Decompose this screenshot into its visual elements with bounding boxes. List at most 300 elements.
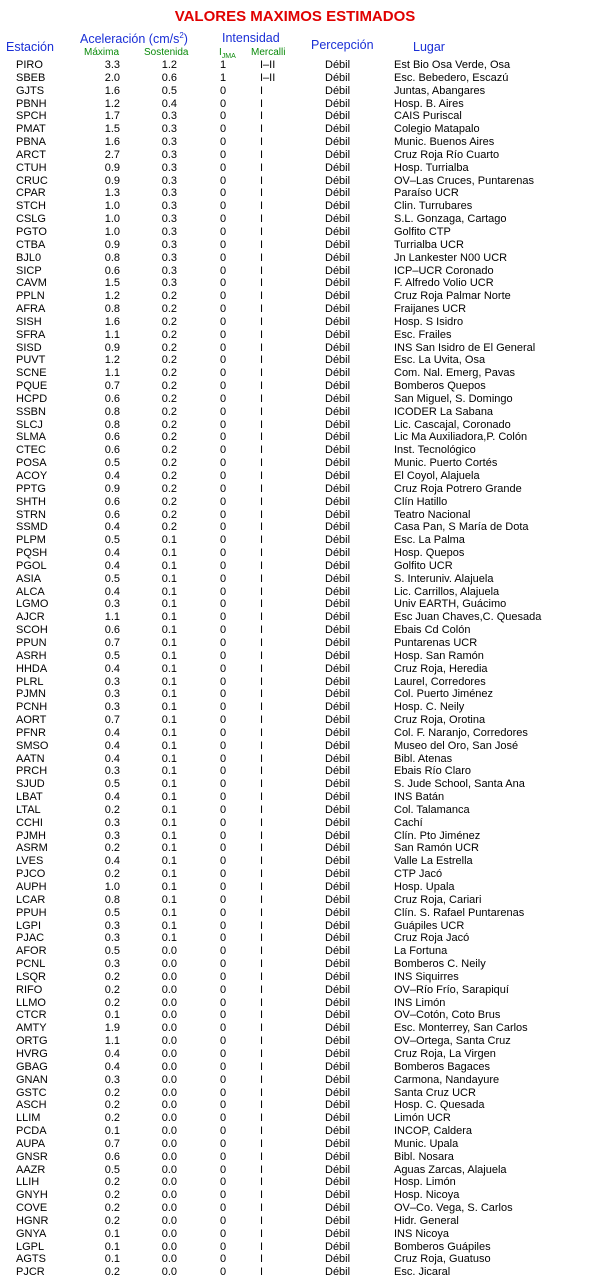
accel-max: 0.6 xyxy=(104,431,120,444)
accel-sostenida: 0.1 xyxy=(161,893,177,906)
intensity-mercalli: I xyxy=(260,508,264,521)
accel-max: 0.7 xyxy=(104,636,120,649)
intensity-jma: 0 xyxy=(219,970,227,983)
table-row xyxy=(0,791,590,804)
accel-max: 0.4 xyxy=(104,470,120,482)
intensity-mercalli: I xyxy=(260,958,264,971)
perception: Débil xyxy=(325,1253,351,1266)
perception: Débil xyxy=(325,1009,351,1022)
accel-sostenida: 0.1 xyxy=(161,855,177,868)
accel-max: 2.0 xyxy=(104,71,120,84)
accel-sostenida: 0.1 xyxy=(161,624,177,637)
place: Col. Talamanca xyxy=(394,803,470,816)
accel-sostenida: 0.1 xyxy=(161,765,177,778)
station-code: GBAG xyxy=(16,1060,48,1073)
accel-sostenida: 0.0 xyxy=(161,1253,177,1266)
station-code: SLCJ xyxy=(16,418,43,431)
accel-max: 0.3 xyxy=(104,701,120,714)
intensity-mercalli: I xyxy=(260,1099,264,1112)
table-row xyxy=(0,213,590,226)
intensity-jma: 0 xyxy=(219,187,227,200)
intensity-jma: 0 xyxy=(219,213,227,226)
place: OV–Las Cruces, Puntarenas xyxy=(394,174,535,187)
accel-sostenida: 0.3 xyxy=(161,174,177,187)
intensity-jma: 0 xyxy=(219,534,227,547)
table-row xyxy=(0,406,590,419)
accel-sostenida: 0.2 xyxy=(161,508,177,521)
perception: Débil xyxy=(325,598,351,611)
intensity-mercalli: I xyxy=(260,303,264,316)
station-code: GNAN xyxy=(16,1073,48,1086)
perception: Débil xyxy=(325,996,351,1009)
intensity-mercalli: I xyxy=(260,739,264,752)
intensity-mercalli: I xyxy=(260,187,264,200)
station-code: LCAR xyxy=(16,893,46,906)
perception: Débil xyxy=(325,59,351,71)
accel-max: 0.2 xyxy=(104,1214,120,1227)
accel-sostenida: 0.2 xyxy=(161,470,177,482)
perception: Débil xyxy=(325,71,351,84)
perception: Débil xyxy=(325,739,351,752)
intensity-mercalli: I xyxy=(260,482,264,495)
table-row xyxy=(0,1189,590,1202)
accel-max: 1.5 xyxy=(104,123,120,136)
intensity-jma: 0 xyxy=(219,1112,227,1125)
place: INCOP, Caldera xyxy=(394,1125,473,1138)
accel-max: 0.9 xyxy=(104,238,120,251)
accel-max: 1.6 xyxy=(104,136,120,149)
perception: Débil xyxy=(325,816,351,829)
intensity-jma: 0 xyxy=(219,1099,227,1112)
place: Clín Hatillo xyxy=(394,495,448,508)
intensity-jma: 0 xyxy=(219,200,227,213)
station-code: PLPM xyxy=(16,534,46,547)
station-code: LBAT xyxy=(16,791,43,804)
header-sostenida: Sostenida xyxy=(144,47,189,58)
station-code: PJCO xyxy=(16,868,46,881)
intensity-mercalli: I xyxy=(260,1227,264,1240)
intensity-jma: 0 xyxy=(219,714,227,727)
station-code: SHTH xyxy=(16,495,46,508)
accel-max: 0.6 xyxy=(104,444,120,457)
accel-sostenida: 0.1 xyxy=(161,932,177,945)
perception: Débil xyxy=(325,161,351,174)
accel-max: 0.2 xyxy=(104,1112,120,1125)
table-row xyxy=(0,868,590,881)
station-code: HHDA xyxy=(16,662,48,675)
place: Hosp. B. Aires xyxy=(394,97,464,110)
intensity-jma: 0 xyxy=(219,1009,227,1022)
accel-sostenida: 0.1 xyxy=(161,636,177,649)
place: Hosp. C. Neily xyxy=(394,701,465,714)
accel-sostenida: 0.1 xyxy=(161,701,177,714)
table-row xyxy=(0,303,590,316)
accel-max: 0.6 xyxy=(104,495,120,508)
intensity-mercalli: I xyxy=(260,636,264,649)
accel-sostenida: 0.0 xyxy=(161,1009,177,1022)
accel-max: 0.6 xyxy=(104,624,120,637)
accel-max: 0.4 xyxy=(104,1047,120,1060)
place: Limón UCR xyxy=(394,1112,451,1125)
place: Hosp. C. Quesada xyxy=(394,1099,485,1112)
table-row xyxy=(0,123,590,136)
intensity-jma: 0 xyxy=(219,470,227,482)
intensity-jma: 0 xyxy=(219,328,227,341)
intensity-jma: 0 xyxy=(219,739,227,752)
perception: Débil xyxy=(325,958,351,971)
intensity-jma: 0 xyxy=(219,418,227,431)
place: Lic. Carrillos, Alajuela xyxy=(394,585,500,598)
accel-sostenida: 0.0 xyxy=(161,945,177,958)
accel-sostenida: 0.0 xyxy=(161,1189,177,1202)
intensity-jma: 0 xyxy=(219,225,227,238)
station-code: PCDA xyxy=(16,1125,47,1138)
accel-max: 1.9 xyxy=(104,1022,120,1035)
accel-max: 0.4 xyxy=(104,855,120,868)
perception: Débil xyxy=(325,341,351,354)
station-code: SISD xyxy=(16,341,42,354)
intensity-mercalli: I xyxy=(260,1112,264,1125)
accel-sostenida: 0.3 xyxy=(161,213,177,226)
intensity-mercalli: I xyxy=(260,354,264,367)
intensity-jma: 0 xyxy=(219,816,227,829)
accel-sostenida: 0.2 xyxy=(161,367,177,380)
accel-max: 0.4 xyxy=(104,662,120,675)
accel-max: 1.0 xyxy=(104,881,120,893)
perception: Débil xyxy=(325,1022,351,1035)
accel-max: 0.6 xyxy=(104,1150,120,1163)
intensity-jma: 0 xyxy=(219,174,227,187)
place: Esc. Frailes xyxy=(394,328,452,341)
intensity-mercalli: I–II xyxy=(260,71,276,84)
intensity-jma: 0 xyxy=(219,482,227,495)
accel-max: 1.1 xyxy=(104,611,120,624)
perception: Débil xyxy=(325,238,351,251)
table-row xyxy=(0,1138,590,1151)
table-row xyxy=(0,187,590,200)
accel-max: 0.6 xyxy=(104,264,120,277)
intensity-jma: 0 xyxy=(219,1189,227,1202)
station-code: COVE xyxy=(16,1202,48,1215)
station-code: LVES xyxy=(16,855,44,868)
place: Colegio Matapalo xyxy=(394,123,480,136)
table-row xyxy=(0,252,590,265)
intensity-jma: 0 xyxy=(219,392,227,405)
intensity-mercalli: I xyxy=(260,855,264,868)
accel-max: 0.7 xyxy=(104,1137,120,1150)
station-code: AUPH xyxy=(16,881,47,893)
accel-sostenida: 0.2 xyxy=(161,380,177,393)
place: CTP Jacó xyxy=(394,868,443,881)
intensity-mercalli: I xyxy=(260,84,264,97)
accel-sostenida: 0.0 xyxy=(161,1240,177,1253)
accel-max: 0.2 xyxy=(104,1099,120,1112)
perception: Débil xyxy=(325,1137,351,1150)
header-percepcion: Percepción xyxy=(311,38,374,52)
accel-sostenida: 0.0 xyxy=(161,970,177,983)
station-code: PPUN xyxy=(16,636,47,649)
intensity-jma: 0 xyxy=(219,251,227,264)
intensity-jma: 0 xyxy=(219,1202,227,1215)
perception: Débil xyxy=(325,1086,351,1099)
place: Museo del Oro, San José xyxy=(394,739,519,752)
intensity-mercalli: I xyxy=(260,1214,264,1227)
table-row xyxy=(0,290,590,303)
intensity-jma: 0 xyxy=(219,893,227,906)
perception: Débil xyxy=(325,559,351,572)
accel-max: 0.2 xyxy=(104,983,120,996)
table-row xyxy=(0,265,590,278)
station-code: PQSH xyxy=(16,547,48,560)
intensity-mercalli: I xyxy=(260,1047,264,1060)
accel-sostenida: 0.3 xyxy=(161,200,177,213)
station-code: PFNR xyxy=(16,726,46,739)
accel-max: 1.0 xyxy=(104,225,120,238)
station-code: BJL0 xyxy=(16,251,42,264)
place: Bomberos Bagaces xyxy=(394,1060,490,1073)
intensity-mercalli: I xyxy=(260,598,264,611)
table-row xyxy=(0,175,590,188)
place: Guápiles UCR xyxy=(394,919,465,932)
perception: Débil xyxy=(325,1099,351,1112)
station-code: PLRL xyxy=(16,675,44,688)
station-code: PGOL xyxy=(16,559,47,572)
accel-max: 0.4 xyxy=(104,585,120,598)
perception: Débil xyxy=(325,495,351,508)
place: Teatro Nacional xyxy=(394,508,471,521)
table-row xyxy=(0,239,590,252)
intensity-jma: 1 xyxy=(219,59,227,71)
table-row xyxy=(0,162,590,175)
place: S.L. Gonzaga, Cartago xyxy=(394,213,507,226)
intensity-mercalli: I xyxy=(260,649,264,662)
table-row xyxy=(0,663,590,676)
station-code: AAZR xyxy=(16,1163,46,1176)
station-code: SISH xyxy=(16,315,42,328)
accel-max: 0.3 xyxy=(104,932,120,945)
intensity-mercalli: I xyxy=(260,829,264,842)
station-code: ACOY xyxy=(16,470,48,482)
accel-sostenida: 0.1 xyxy=(161,714,177,727)
intensity-mercalli: I xyxy=(260,174,264,187)
perception: Débil xyxy=(325,303,351,316)
intensity-mercalli: I xyxy=(260,572,264,585)
accel-sostenida: 0.3 xyxy=(161,264,177,277)
table-row xyxy=(0,688,590,701)
accel-sostenida: 0.6 xyxy=(161,71,177,84)
intensity-jma: 0 xyxy=(219,367,227,380)
accel-max: 0.3 xyxy=(104,1073,120,1086)
perception: Débil xyxy=(325,1240,351,1253)
intensity-mercalli: I xyxy=(260,983,264,996)
intensity-jma: 0 xyxy=(219,161,227,174)
place: Clin. Turrubares xyxy=(394,200,473,213)
station-code: PIRO xyxy=(16,59,43,71)
place: Hosp. Limón xyxy=(394,1176,456,1189)
station-code: PJAC xyxy=(16,932,45,945)
accel-sostenida: 0.0 xyxy=(161,1035,177,1048)
accel-sostenida: 0.2 xyxy=(161,315,177,328)
station-code: SICP xyxy=(16,264,42,277)
station-code: PMAT xyxy=(16,123,46,136)
station-code: SJUD xyxy=(16,778,45,791)
perception: Débil xyxy=(325,701,351,714)
intensity-mercalli: I xyxy=(260,893,264,906)
accel-max: 0.8 xyxy=(104,405,120,418)
intensity-mercalli: I xyxy=(260,1073,264,1086)
accel-max: 1.2 xyxy=(104,97,120,110)
accel-max: 0.9 xyxy=(104,161,120,174)
accel-max: 0.3 xyxy=(104,919,120,932)
accel-sostenida: 0.2 xyxy=(161,392,177,405)
accel-max: 0.4 xyxy=(104,752,120,765)
intensity-jma: 0 xyxy=(219,136,227,149)
accel-sostenida: 0.1 xyxy=(161,752,177,765)
accel-max: 1.0 xyxy=(104,213,120,226)
place: Esc Juan Chaves,C. Quesada xyxy=(394,611,542,624)
perception: Débil xyxy=(325,1202,351,1215)
intensity-mercalli: I xyxy=(260,418,264,431)
accel-max: 0.5 xyxy=(104,1163,120,1176)
perception: Débil xyxy=(325,572,351,585)
accel-sostenida: 0.1 xyxy=(161,919,177,932)
accel-max: 0.3 xyxy=(104,816,120,829)
header-aceleracion-close: ) xyxy=(183,32,188,46)
place: Lic Ma Auxiliadora,P. Colón xyxy=(394,431,528,444)
intensity-mercalli: I xyxy=(260,547,264,560)
station-code: AORT xyxy=(16,714,47,727)
station-code: AMTY xyxy=(16,1022,47,1035)
accel-max: 1.1 xyxy=(104,328,120,341)
station-code: ORTG xyxy=(16,1035,48,1048)
place: Col. F. Naranjo, Corredores xyxy=(394,726,528,739)
accel-sostenida: 0.0 xyxy=(161,1060,177,1073)
accel-sostenida: 0.2 xyxy=(161,341,177,354)
perception: Débil xyxy=(325,521,351,534)
station-code: LGPL xyxy=(16,1240,45,1253)
accel-sostenida: 0.0 xyxy=(161,1266,177,1279)
intensity-jma: 0 xyxy=(219,919,227,932)
accel-sostenida: 0.0 xyxy=(161,1047,177,1060)
accel-max: 0.2 xyxy=(104,1189,120,1202)
table-row xyxy=(0,624,590,637)
intensity-mercalli: I xyxy=(260,251,264,264)
accel-sostenida: 0.0 xyxy=(161,1227,177,1240)
intensity-mercalli: I xyxy=(260,110,264,123)
accel-max: 0.2 xyxy=(104,842,120,855)
perception: Débil xyxy=(325,649,351,662)
intensity-mercalli: I–II xyxy=(260,59,276,71)
intensity-mercalli: I xyxy=(260,161,264,174)
accel-sostenida: 0.3 xyxy=(161,251,177,264)
stations-table xyxy=(0,59,590,1279)
place: Cruz Roja Potrero Grande xyxy=(394,482,522,495)
place: Esc. Monterrey, San Carlos xyxy=(394,1022,528,1035)
intensity-jma: 0 xyxy=(219,264,227,277)
perception: Débil xyxy=(325,110,351,123)
table-row xyxy=(0,1099,590,1112)
table-row xyxy=(0,136,590,149)
perception: Débil xyxy=(325,97,351,110)
table-row xyxy=(0,1112,590,1125)
station-code: AUPA xyxy=(16,1137,46,1150)
accel-sostenida: 0.1 xyxy=(161,598,177,611)
accel-sostenida: 0.1 xyxy=(161,559,177,572)
intensity-jma: 0 xyxy=(219,1163,227,1176)
intensity-jma: 0 xyxy=(219,123,227,136)
table-row xyxy=(0,1048,590,1061)
accel-sostenida: 0.1 xyxy=(161,611,177,624)
place: Aguas Zarcas, Alajuela xyxy=(394,1163,507,1176)
place: Paraíso UCR xyxy=(394,187,459,200)
perception: Débil xyxy=(325,251,351,264)
table-row xyxy=(0,393,590,406)
accel-max: 0.3 xyxy=(104,765,120,778)
station-code: POSA xyxy=(16,457,47,470)
perception: Débil xyxy=(325,970,351,983)
place: San Ramón UCR xyxy=(394,842,479,855)
intensity-jma: 0 xyxy=(219,1176,227,1189)
accel-sostenida: 0.3 xyxy=(161,123,177,136)
place: Bibl. Nosara xyxy=(394,1150,454,1163)
perception: Débil xyxy=(325,418,351,431)
place: Clín. Pto Jiménez xyxy=(394,829,481,842)
perception: Débil xyxy=(325,547,351,560)
intensity-jma: 0 xyxy=(219,803,227,816)
station-code: ASCH xyxy=(16,1099,47,1112)
table-row xyxy=(0,598,590,611)
accel-max: 0.3 xyxy=(104,598,120,611)
accel-max: 0.8 xyxy=(104,418,120,431)
accel-sostenida: 0.0 xyxy=(161,1112,177,1125)
accel-sostenida: 0.3 xyxy=(161,136,177,149)
intensity-mercalli: I xyxy=(260,816,264,829)
station-code: HGNR xyxy=(16,1214,49,1227)
station-code: PUVT xyxy=(16,354,46,367)
accel-max: 0.8 xyxy=(104,251,120,264)
perception: Débil xyxy=(325,1150,351,1163)
place: S. Interuniv. Alajuela xyxy=(394,572,494,585)
accel-sostenida: 0.2 xyxy=(161,418,177,431)
perception: Débil xyxy=(325,328,351,341)
accel-sostenida: 0.1 xyxy=(161,534,177,547)
place: Cruz Roja, Orotina xyxy=(394,714,486,727)
place: Jn Lankester N00 UCR xyxy=(394,251,508,264)
intensity-mercalli: I xyxy=(260,1163,264,1176)
intensity-mercalli: I xyxy=(260,470,264,482)
station-code: SSBN xyxy=(16,405,46,418)
accel-max: 0.3 xyxy=(104,688,120,701)
intensity-mercalli: I xyxy=(260,791,264,804)
accel-max: 0.6 xyxy=(104,508,120,521)
place: Hidr. General xyxy=(394,1214,459,1227)
station-code: ARCT xyxy=(16,148,46,161)
intensity-jma: 0 xyxy=(219,547,227,560)
intensity-mercalli: I xyxy=(260,1240,264,1253)
station-code: HCPD xyxy=(16,392,48,405)
table-row xyxy=(0,85,590,98)
intensity-jma: 0 xyxy=(219,881,227,893)
table-row xyxy=(0,431,590,444)
intensity-mercalli: I xyxy=(260,1060,264,1073)
intensity-jma: 0 xyxy=(219,431,227,444)
perception: Débil xyxy=(325,380,351,393)
accel-sostenida: 0.0 xyxy=(161,1214,177,1227)
header-aceleracion-text: Aceleración (cm/s xyxy=(80,32,180,46)
intensity-jma: 0 xyxy=(219,675,227,688)
table-row xyxy=(0,1266,590,1279)
intensity-jma: 0 xyxy=(219,752,227,765)
